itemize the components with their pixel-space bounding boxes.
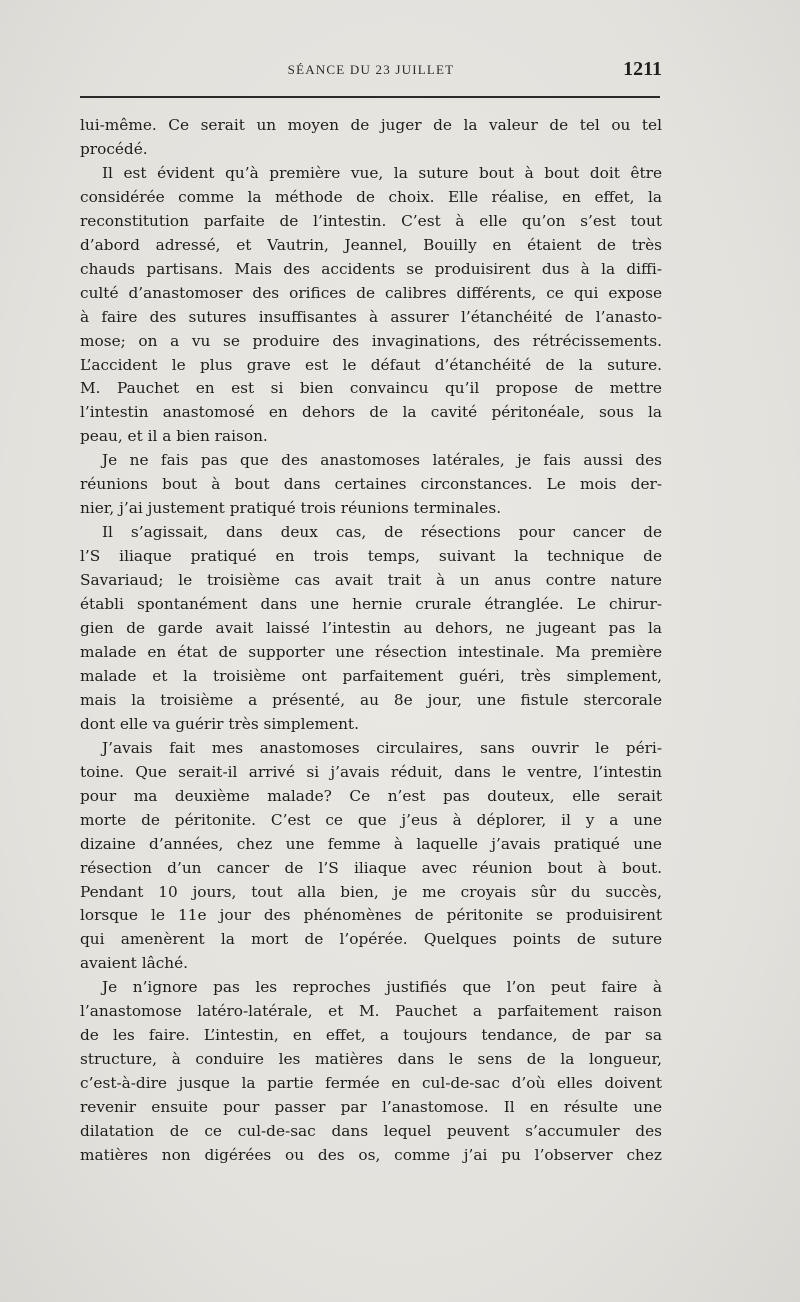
text-line: dizaine d’années, chez une femme à laquelle j’avais pratiqué une [80,834,662,853]
text-line: nier, j’ai justement pratiqué trois réunions terminales. [80,499,502,518]
text-line: Pendant 10 jours, tout alla bien, je me croyais sûr du succès, [80,882,662,901]
text-line: dilatation de ce cul-de-sac dans lequel peuvent s’accumuler des [80,1122,662,1141]
text-line: Je n’ignore pas les reproches justifiés que l’on peut faire à [102,978,662,997]
text-line: procédé. [80,139,148,158]
text-line: résection d’un cancer de l’S iliaque avec réunion bout à bout. [80,858,662,877]
text-line: dont elle va guérir très simplement. [80,714,359,733]
text-line: l’intestin anastomosé en dehors de la cavité péritonéale, sous la [80,403,662,422]
text-line: toine. Que serait-il arrivé si j’avais réduit, dans le ventre, l’intestin [80,762,662,781]
text-line: malade et la troisième ont parfaitement guéri, très simplement, [80,666,662,685]
text-line: l’S iliaque pratiqué en trois temps, suivant la technique de [80,547,662,566]
text-line: l’anastomose latéro-latérale, et M. Pauchet a parfaitement raison [80,1002,662,1021]
text-line: Il est évident qu’à première vue, la suture bout à bout doit être [102,163,662,182]
text-line: malade en état de supporter une résection intestinale. Ma première [80,642,662,661]
text-line: Savariaud; le troisième cas avait trait à un anus contre nature [80,571,662,590]
body-text [80,114,662,1168]
text-line: gien de garde avait laissé l’intestin au dehors, ne jugeant pas la [80,619,662,638]
text-line: peau, et il a bien raison. [80,427,268,446]
text-line: établi spontanément dans une hernie crurale étranglée. Le chirur- [80,595,662,614]
running-head: SÉANCE DU 23 JUILLET [287,62,455,77]
text-line: considérée comme la méthode de choix. Elle réalise, en effet, la [80,187,662,206]
text-line: reconstitution parfaite de l’intestin. C’est à elle qu’on s’est tout [80,211,662,230]
text-line: qui amenèrent la mort de l’opérée. Quelques points de suture [80,930,662,949]
text-line: L’accident le plus grave est le défaut d’étanchéité de la suture. [80,355,662,374]
text-line: morte de péritonite. C’est ce que j’eus à déplorer, il y a une [80,810,662,829]
header-rule [80,96,660,98]
text-line: chauds partisans. Mais des accidents se produisirent dus à la diffi- [80,259,662,278]
text-line: pour ma deuxième malade? Ce n’est pas douteux, elle serait [80,786,662,805]
text-line: à faire des sutures insuffisantes à assurer l’étanchéité de l’anasto- [80,307,662,326]
text-line: M. Pauchet en est si bien convaincu qu’il propose de mettre [80,379,662,398]
text-line: de les faire. L’intestin, en effet, a toujours tendance, de par sa [80,1026,662,1045]
text-line: Il s’agissait, dans deux cas, de résections pour cancer de [102,523,662,542]
text-line: c’est-à-dire jusque la partie fermée en cul-de-sac d’où elles doivent [80,1074,662,1093]
text-line: revenir ensuite pour passer par l’anastomose. Il en résulte une [80,1098,662,1117]
text-line: structure, à conduire les matières dans le sens de la longueur, [80,1050,662,1069]
text-line: J’avais fait mes anastomoses circulaires, sans ouvrir le péri- [102,738,662,757]
text-line: mais la troisième a présenté, au 8e jour, une fistule stercorale [80,690,662,709]
text-line: lui-même. Ce serait un moyen de juger de la valeur de tel ou tel [80,116,662,134]
text-line: réunions bout à bout dans certaines circonstances. Le mois der- [80,475,662,494]
text-line: Je ne fais pas que des anastomoses latérales, je fais aussi des [102,451,662,470]
text-line: avaient lâché. [80,954,189,973]
text-line: culté d’anastomoser des orifices de calibres différents, ce qui expose [80,283,662,302]
text-line: d’abord adressé, et Vautrin, Jeannel, Bouilly en étaient de très [80,235,662,254]
page-number: 1211 [623,58,662,80]
page-header [80,58,662,84]
text-line: lorsque le 11e jour des phénomènes de péritonite se produisirent [80,906,662,925]
text-line: mose; on a vu se produire des invaginations, des rétrécissements. [80,331,662,350]
text-line: matières non digérées ou des os, comme j’ai pu l’observer chez [80,1145,662,1164]
